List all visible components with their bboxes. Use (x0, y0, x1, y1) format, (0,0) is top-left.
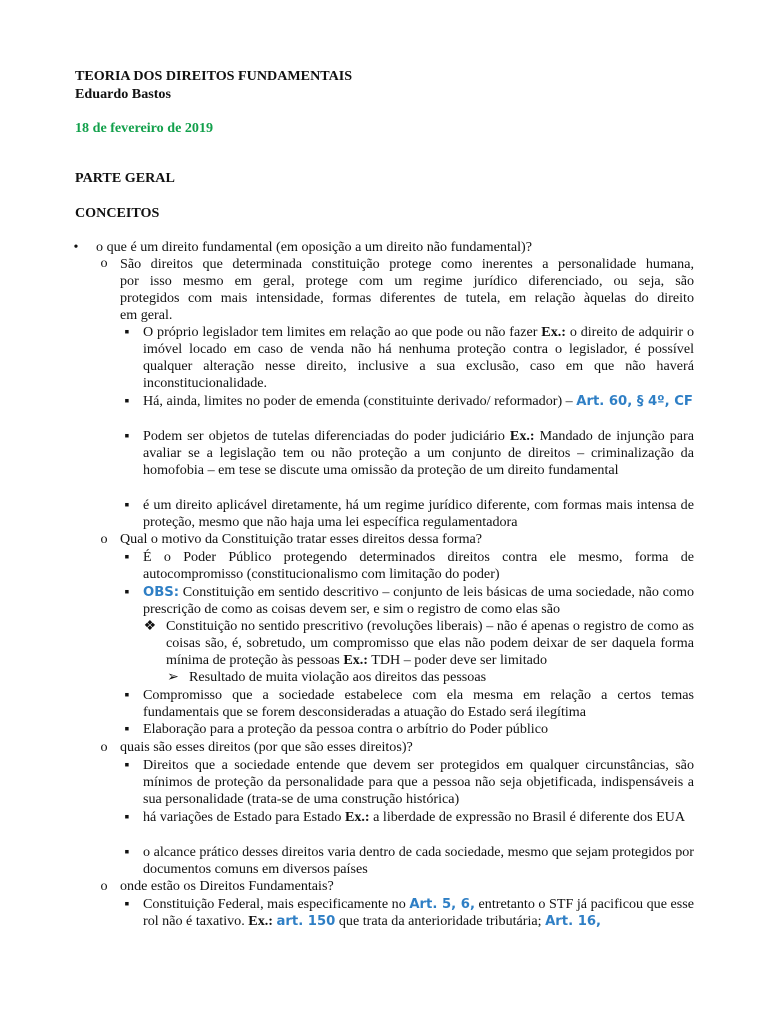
list-item: o alcance prático desses direitos varia dentro de cada sociedade, mesmo que sejam protegidos por documentos comuns em diversos países (143, 844, 694, 877)
list-item: Compromisso que a sociedade estabelece com ela mesma em relação a certos temas fundamentais que se forem desconsideradas a atuação do Estado será ilegítima (143, 687, 694, 720)
bullet-square-icon: ▪ (124, 428, 130, 444)
list-item: Direitos que a sociedade entende que devem ser protegidos em qualquer circunstâncias, são mínimos de proteção da personalidade para que a pessoa não seja objetificada, indispensáveis a sua personalidade (trata-se de uma construção histórica) (143, 757, 694, 807)
document-date: 18 de fevereiro de 2019 (75, 120, 214, 136)
list-item: Constituição no sentido prescritivo (revoluções liberais) – não é apenas o registro de como as coisas são, é, sobretudo, um compromisso que elas não podem deixar de ser daquela forma mínima de proteção às pessoas Ex.: TDH – poder deve ser limitado (166, 618, 694, 668)
list-item: Podem ser objetos de tutelas diferenciadas do poder judiciário Ex.: Mandado de injunção para avaliar se a legislação tem ou não proteção a um conjunto de direitos – criminalização da homofobia – em tese se discute uma omissão da proteção de um direito fundamental (143, 428, 694, 478)
bullet-square-icon: ▪ (124, 324, 130, 340)
bullet-square-icon: ▪ (124, 721, 130, 737)
question-2: Qual o motivo da Constituição tratar esses direitos dessa forma? (120, 531, 483, 547)
list-item: É o Poder Público protegendo determinados direitos contra ele mesmo, forma de autocompromisso (constitucionalismo com limitação do poder) (143, 549, 694, 582)
obs-label: OBS: (143, 585, 180, 600)
article-reference-link[interactable]: Art. 5, 6, (409, 897, 475, 912)
bullet-circle-icon: o (100, 531, 108, 547)
list-item: O próprio legislador tem limites em relação ao que pode ou não fazer Ex.: o direito de adquirir o imóvel locado em caso de venda não há nenhuma proteção contra o legislador, é possível qualquer alteração nesse direito, inclusive a sua exclusão, caso em que não haverá inconstitucionalidade. (143, 324, 694, 391)
question-1: o que é um direito fundamental (em oposição a um direito não fundamental)? (96, 239, 532, 255)
list-item: Constituição Federal, mais especificamente no Art. 5, 6, entretanto o STF já pacificou que esse rol não é taxativo. Ex.: art. 150 que trata da anterioridade tributária; Art. 16, (143, 896, 694, 929)
list-item: Resultado de muita violação aos direitos das pessoas (189, 669, 487, 685)
article-reference-link[interactable]: Art. 60, § 4º, CF (576, 394, 693, 409)
article-reference-link[interactable]: art. 150 (276, 914, 336, 929)
bullet-square-icon: ▪ (124, 687, 130, 703)
section-conceitos: CONCEITOS (75, 205, 160, 221)
bullet-circle-icon: o (100, 255, 108, 271)
answer-1-line-2: por isso mesmo em geral, protege com um regime jurídico diferenciado, ou seja, são (120, 273, 694, 289)
answer-1-line-1: São direitos que determinada constituição protege como inerentes a personalidade humana, (120, 256, 694, 272)
bullet-square-icon: ▪ (124, 844, 130, 860)
bullet-circle-icon: o (100, 878, 108, 894)
bullet-square-icon: ▪ (124, 549, 130, 565)
bullet-circle-icon: o (100, 739, 108, 755)
bullet-square-icon: ▪ (124, 757, 130, 773)
question-3: quais são esses direitos (por que são esses direitos)? (120, 739, 413, 755)
answer-1-line-4: em geral. (120, 307, 173, 323)
list-item: é um direito aplicável diretamente, há um regime jurídico diferente, com formas mais intensa de proteção, mesmo que não haja uma lei específica regulamentadora (143, 497, 694, 530)
article-reference-link[interactable]: Art. 16, (545, 914, 602, 929)
bullet-square-icon: ▪ (124, 809, 130, 825)
bullet-dot-icon: • (73, 239, 79, 255)
list-item: há variações de Estado para Estado Ex.: a liberdade de expressão no Brasil é diferente dos EUA (143, 809, 686, 825)
list-item: Elaboração para a proteção da pessoa contra o arbítrio do Poder público (143, 721, 549, 737)
answer-1-line-3: protegidos com mais intensidade, formas diferentes de tutela, em relação àquelas do direito (120, 290, 694, 306)
bullet-square-icon: ▪ (124, 896, 130, 912)
bullet-square-icon: ▪ (124, 497, 130, 513)
question-4: onde estão os Direitos Fundamentais? (120, 878, 334, 894)
list-item: OBS: Constituição em sentido descritivo – conjunto de leis básicas de uma sociedade, não como prescrição de como as coisas devem ser, e sim o registro de como elas são (143, 584, 694, 617)
bullet-square-icon: ▪ (124, 584, 130, 600)
arrow-bullet-icon: ➢ (167, 669, 179, 685)
document-title: TEORIA DOS DIREITOS FUNDAMENTAIS (75, 68, 353, 84)
author-name: Eduardo Bastos (75, 86, 171, 102)
diamond-bullet-icon: ❖ (143, 618, 157, 634)
section-parte-geral: PARTE GERAL (75, 170, 175, 186)
bullet-square-icon: ▪ (124, 393, 130, 409)
list-item: Há, ainda, limites no poder de emenda (constituinte derivado/ reformador) – Art. 60, § 4º, CF (143, 393, 693, 409)
